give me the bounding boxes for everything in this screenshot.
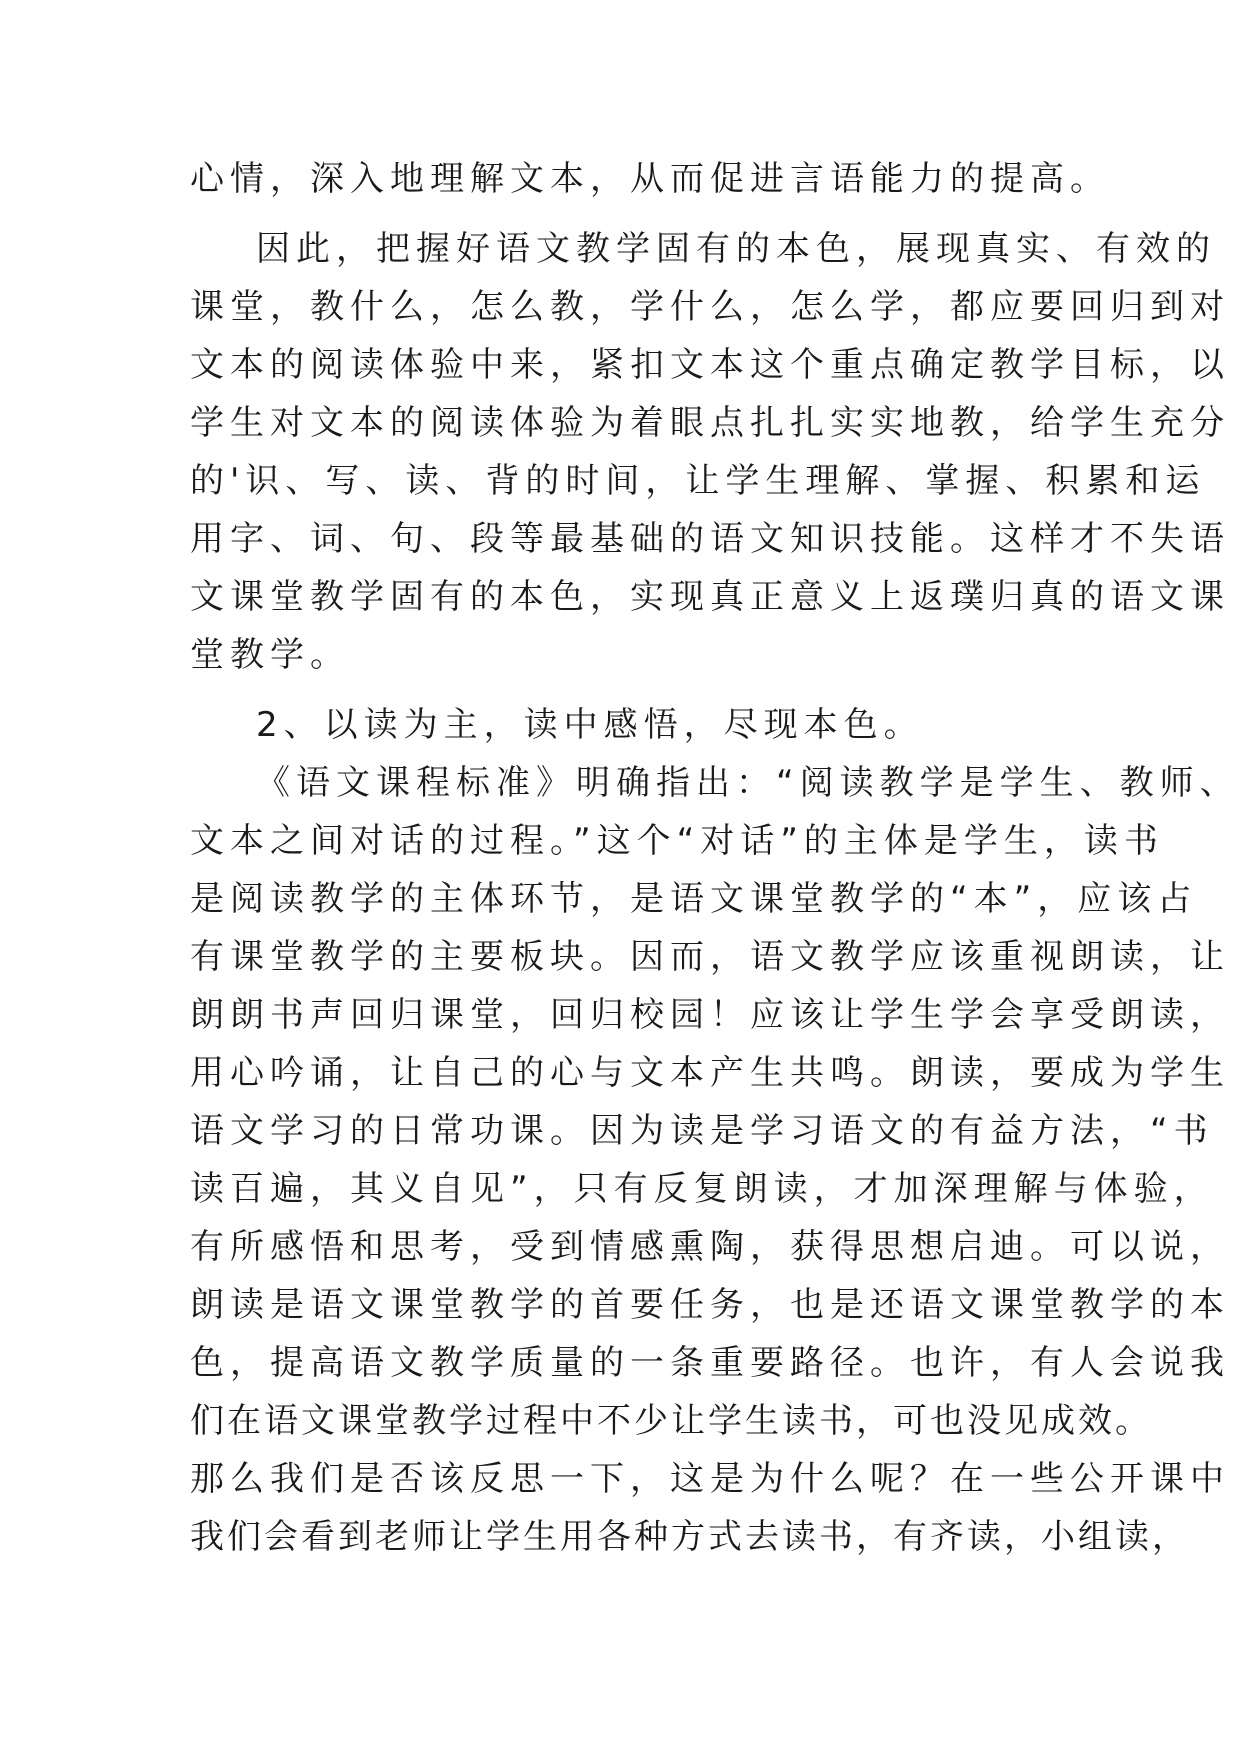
text-line: 是阅读教学的主体环节，是语文课堂教学的“本”，应该占	[190, 879, 1198, 919]
text-line: 朗读是语文课堂教学的首要任务，也是还语文课堂教学的本	[190, 1285, 1230, 1325]
text-line: 文本之间对话的过程。”这个“对话”的主体是学生，读书	[190, 821, 1164, 861]
text-line: 课堂，教什么，怎么教，学什么，怎么学，都应要回归到对	[190, 287, 1230, 327]
text-line: 们在语文课堂教学过程中不少让学生读书，可也没见成效。	[190, 1401, 1152, 1441]
paragraph-start-line: 因此，把握好语文教学固有的本色，展现真实、有效的	[256, 229, 1216, 269]
text-line: 堂教学。	[190, 635, 350, 675]
section-heading: 2、以读为主，读中感悟，尽现本色。	[256, 705, 924, 745]
paragraph-start-line: 《语文课程标准》明确指出：“阅读教学是学生、教师、	[256, 763, 1240, 803]
text-line: 用心吟诵，让自己的心与文本产生共鸣。朗读，要成为学生	[190, 1053, 1230, 1093]
text-line: 我们会看到老师让学生用各种方式去读书，有齐读，小组读，	[190, 1517, 1189, 1557]
text-line: 学生对文本的阅读体验为着眼点扎扎实实地教，给学生充分	[190, 403, 1230, 443]
text-line: 读百遍，其义自见”，只有反复朗读，才加深理解与体验，	[190, 1169, 1214, 1209]
body-text	[190, 150, 1240, 1566]
text-line: 语文学习的日常功课。因为读是学习语文的有益方法，“书	[190, 1111, 1214, 1151]
text-line: 文本的阅读体验中来，紧扣文本这个重点确定教学目标，以	[190, 345, 1230, 385]
text-line: 有所感悟和思考，受到情感熏陶，获得思想启迪。可以说，	[190, 1227, 1230, 1267]
text-line: 朗朗书声回归课堂，回归校园！应该让学生学会享受朗读，	[190, 995, 1230, 1035]
text-line: 心情，深入地理解文本，从而促进言语能力的提高。	[190, 159, 1110, 199]
text-line: 那么我们是否该反思一下，这是为什么呢？在一些公开课中	[190, 1459, 1230, 1499]
text-line: 的'识、写、读、背的时间，让学生理解、掌握、积累和运	[190, 461, 1206, 501]
text-line: 文课堂教学固有的本色，实现真正意义上返璞归真的语文课	[190, 577, 1230, 617]
text-line: 有课堂教学的主要板块。因而，语文教学应该重视朗读，让	[190, 937, 1230, 977]
text-line: 色，提高语文教学质量的一条重要路径。也许，有人会说我	[190, 1343, 1230, 1383]
text-line: 用字、词、句、段等最基础的语文知识技能。这样才不失语	[190, 519, 1230, 559]
